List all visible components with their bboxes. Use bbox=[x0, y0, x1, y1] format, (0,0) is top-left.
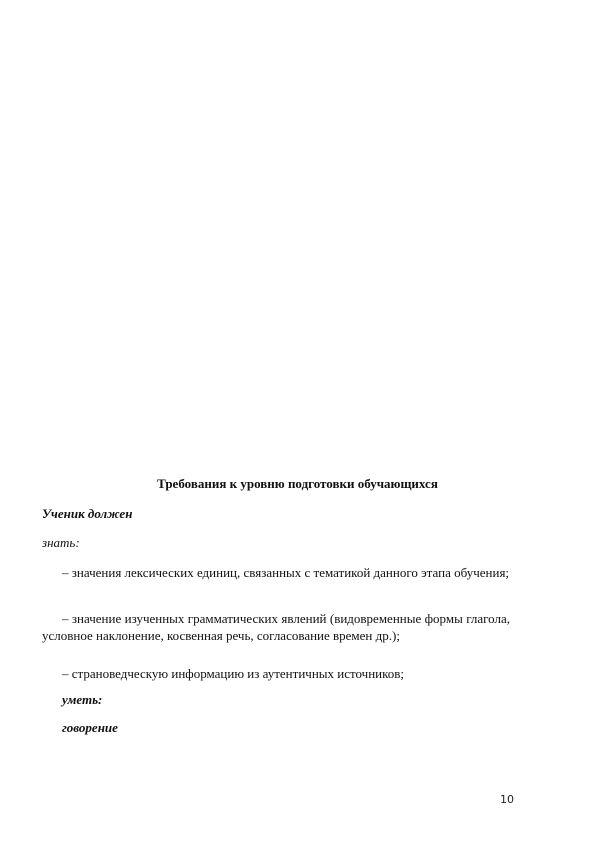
section-title: Требования к уровню подготовки обучающихся bbox=[157, 476, 438, 491]
know-item-country-studies: – страноведческую информацию из аутентичных источников; bbox=[62, 666, 405, 681]
know-item-lexical: – значения лексических единиц, связанных с тематикой данного этапа обучения; bbox=[62, 565, 510, 580]
know-label: знать: bbox=[42, 535, 80, 550]
know-item-grammar: – значение изученных грамматических явлений (видовременные формы глагола, условное наклонение, косвенная речь, согласование времен др.); bbox=[42, 611, 510, 643]
student-must-heading: Ученик должен bbox=[42, 506, 133, 521]
speaking-label: говорение bbox=[62, 720, 118, 735]
page-number: 10 bbox=[500, 793, 514, 806]
be-able-label: уметь: bbox=[62, 692, 103, 707]
